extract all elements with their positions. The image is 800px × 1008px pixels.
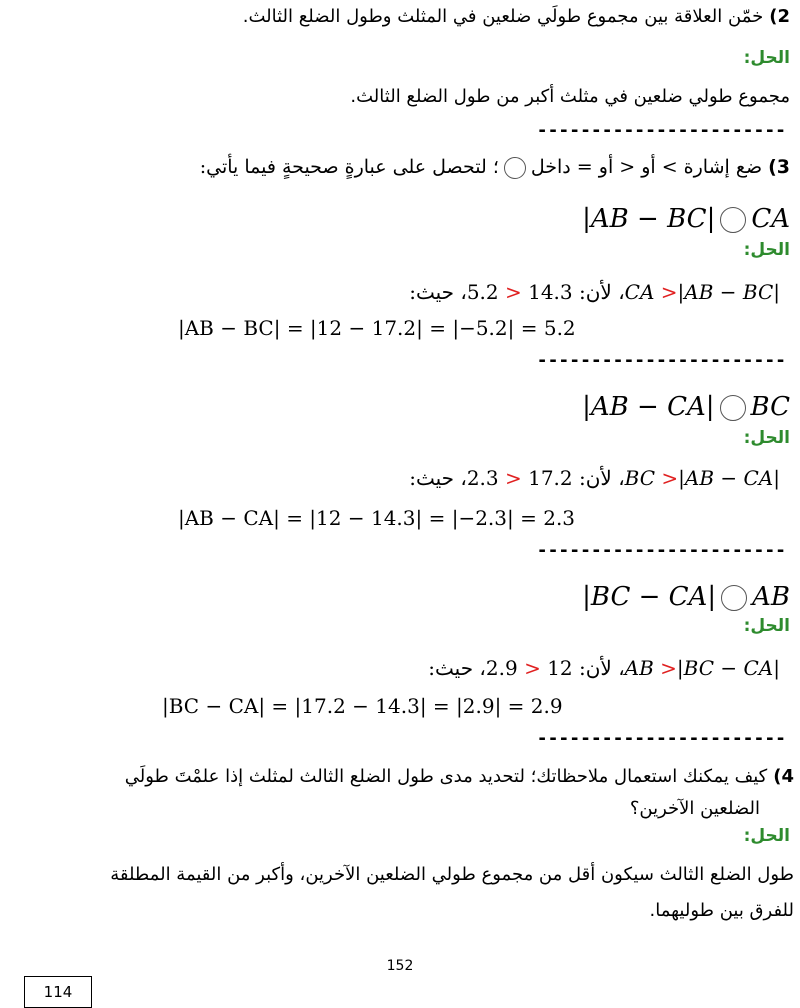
reason-where: ، حيث:: [409, 280, 467, 304]
calculation-line: |BC − CA| = |17.2 − 14.3| = |2.9| = 2.9: [162, 694, 563, 718]
expr-right: BC: [750, 392, 790, 422]
question-text-start: ضع إشارة > أو < أو = داخل: [530, 156, 763, 178]
separator: -----------------------: [536, 350, 786, 371]
relation-sign: <: [660, 280, 678, 304]
question-number: 2): [769, 6, 790, 27]
relation-rhs: CA: [624, 280, 655, 304]
question-2: [243, 6, 790, 27]
comparison-expression: [582, 204, 790, 234]
solution-label: الحل:: [743, 428, 790, 448]
relation-lhs: |AB − CA|: [678, 466, 780, 490]
answer-text-continued: للفرق بين طوليهما.: [649, 900, 794, 921]
reason-number: 5.2: [466, 280, 499, 304]
reason-where: ، حيث:: [409, 466, 467, 490]
question-number: 3): [768, 156, 790, 178]
comparison-expression: [582, 392, 790, 422]
comparison-circle-icon: [504, 157, 526, 179]
reason-line: [428, 656, 780, 680]
separator: -----------------------: [536, 120, 786, 141]
reason-sign: <: [504, 466, 522, 490]
page-number: 152: [386, 958, 414, 974]
solution-label: الحل:: [743, 616, 790, 636]
comparison-circle-icon: [720, 395, 746, 421]
question-number: 4): [773, 766, 794, 787]
reason-number: 17.2: [528, 466, 573, 490]
reason-number: 14.3: [528, 280, 573, 304]
relation-sign: <: [661, 466, 679, 490]
page-box-number: 114: [24, 976, 92, 1008]
comparison-expression: [582, 582, 790, 612]
answer-text: طول الضلع الثالث سيكون أقل من مجموع طولي الضلعين الآخرين، وأكبر من القيمة المطلقة: [110, 864, 794, 885]
relation-sign: <: [660, 656, 677, 680]
relation-rhs: AB: [624, 656, 654, 680]
reason-where: ، حيث:: [428, 656, 486, 680]
comparison-circle-icon: [721, 585, 747, 611]
reason-number: 2.9: [485, 656, 518, 680]
relation-lhs: |AB − BC|: [677, 280, 780, 304]
reason-sign: <: [524, 656, 541, 680]
question-text-end: ؛ لتحصل على عبارةٍ صحيحةٍ فيما يأتي:: [199, 156, 499, 178]
expr-left: |AB − BC|: [582, 204, 716, 234]
question-text: كيف يمكنك استعمال ملاحظاتك؛ لتحديد مدى طول الضلع الثالث لمثلث إذا علمْتَ طولَي: [124, 766, 768, 787]
solution-label: الحل:: [743, 48, 790, 68]
calculation-line: |AB − CA| = |12 − 14.3| = |−2.3| = 2.3: [178, 506, 576, 530]
reason-number: 2.3: [466, 466, 499, 490]
question-3: [200, 156, 790, 179]
question-text: خمّن العلاقة بين مجموع طولَي ضلعين في المثلث وطول الضلع الثالث.: [242, 6, 764, 27]
solution-label: الحل:: [743, 240, 790, 260]
question-4: [125, 766, 794, 787]
relation-rhs: BC: [624, 466, 656, 490]
solution-label: الحل:: [743, 826, 790, 846]
reason-line: [409, 280, 780, 304]
expr-left: |BC − CA|: [582, 582, 717, 612]
expr-left: |AB − CA|: [582, 392, 715, 422]
calculation-line: |AB − BC| = |12 − 17.2| = |−5.2| = 5.2: [178, 316, 576, 340]
answer-text: مجموع طولي ضلعين في مثلث أكبر من طول الضلع الثالث.: [350, 86, 790, 107]
expr-right: CA: [751, 204, 790, 234]
reason-sign: <: [504, 280, 522, 304]
relation-lhs: |BC − CA|: [676, 656, 780, 680]
reason-because: ، لأن:: [572, 466, 625, 490]
question-text-continued: الضلعين الآخرين؟: [629, 798, 760, 819]
reason-line: [409, 466, 780, 490]
reason-because: ، لأن:: [572, 656, 625, 680]
comparison-circle-icon: [720, 207, 746, 233]
separator: -----------------------: [536, 540, 786, 561]
separator: -----------------------: [536, 728, 786, 749]
reason-because: ، لأن:: [572, 280, 625, 304]
reason-number: 12: [547, 656, 573, 680]
expr-right: AB: [752, 582, 790, 612]
